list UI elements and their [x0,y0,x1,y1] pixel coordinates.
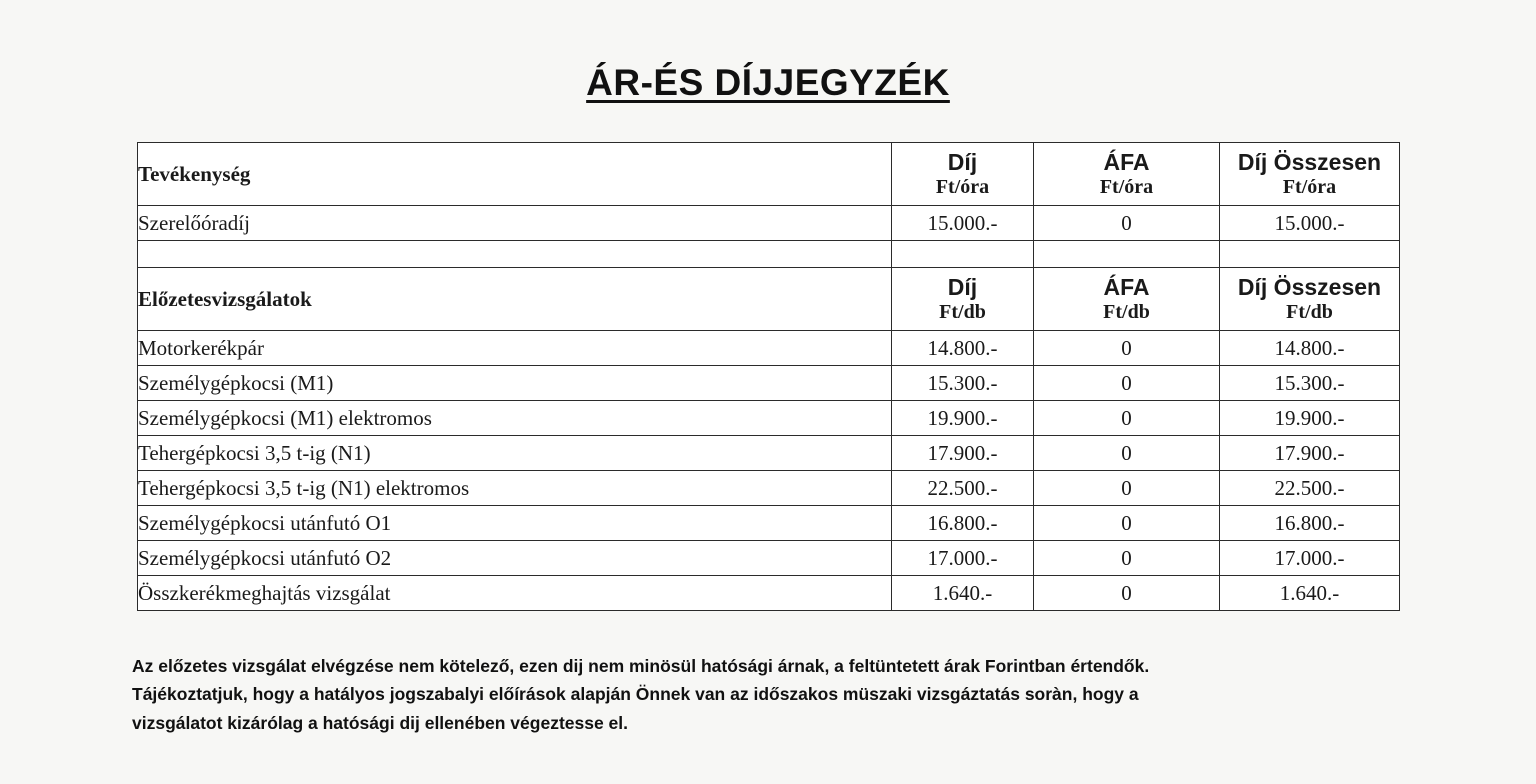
header-vat-inspection [1034,268,1220,331]
row-vat: 0 [1034,506,1220,541]
row-label: Személygépkocsi utánfutó O2 [138,541,892,576]
header-fee-service-unit: Ft/óra [935,175,990,198]
row-label: Tehergépkocsi 3,5 t-ig (N1) elektromos [138,471,892,506]
row-vat: 0 [1034,206,1220,241]
row-vat: 0 [1034,541,1220,576]
row-fee: 17.000.- [892,541,1034,576]
row-vat: 0 [1034,401,1220,436]
table-row [138,541,1400,576]
row-fee: 16.800.- [892,506,1034,541]
row-label: Tehergépkocsi 3,5 t-ig (N1) [138,436,892,471]
header-vat-service [1034,143,1220,206]
row-total: 19.900.- [1220,401,1400,436]
table-header-service [138,143,1400,206]
row-total: 14.800.- [1220,331,1400,366]
row-total: 22.500.- [1220,471,1400,506]
table-row [138,436,1400,471]
row-vat: 0 [1034,576,1220,611]
header-vat-service-unit: Ft/óra [1099,175,1154,198]
table-header-inspection [138,268,1400,331]
header-activity-inspection: Előzetesvizsgálatok [138,268,892,331]
note-line-2: Tájékoztatjuk, hogy a hatályos jogszabalyi előírások alapján Önnek van az időszakos müszaki vizsgáztatás soràn, hogy a [132,684,1139,705]
row-total: 16.800.- [1220,506,1400,541]
row-total: 17.000.- [1220,541,1400,576]
header-total-inspection [1220,268,1400,331]
table-row [138,576,1400,611]
header-fee-service [892,143,1034,206]
table-row [138,331,1400,366]
header-total-service [1220,143,1400,206]
header-vat-inspection-unit: Ft/db [1103,300,1150,323]
table-row [138,506,1400,541]
header-activity-service: Tevékenység [138,143,892,206]
row-vat: 0 [1034,471,1220,506]
row-total: 1.640.- [1220,576,1400,611]
row-vat: 0 [1034,366,1220,401]
table-row [138,401,1400,436]
row-fee: 15.300.- [892,366,1034,401]
row-fee: 15.000.- [892,206,1034,241]
header-total-service-unit: Ft/óra [1282,175,1337,198]
row-total: 15.000.- [1220,206,1400,241]
spacer-cell-activity [138,241,892,268]
spacer-cell-vat [1034,241,1220,268]
row-label: Személygépkocsi (M1) [138,366,892,401]
price-table-container [137,142,1399,611]
row-vat: 0 [1034,436,1220,471]
row-label: Összkerékmeghajtás vizsgálat [138,576,892,611]
row-label: Személygépkocsi utánfutó O1 [138,506,892,541]
header-vat-inspection-label: ÁFA [1103,274,1150,301]
row-vat: 0 [1034,331,1220,366]
header-vat-service-label: ÁFA [1103,149,1150,176]
footer-notes [132,652,1422,737]
row-fee: 14.800.- [892,331,1034,366]
header-total-service-label: Díj Összesen [1237,149,1382,176]
row-label: Szerelőóradíj [138,206,892,241]
note-line-1: Az előzetes vizsgálat elvégzése nem kötelező, ezen dij nem minösül hatósági árnak, a feltüntetett árak Forintban értendők. [132,656,1150,676]
header-total-inspection-unit: Ft/db [1286,300,1333,323]
price-table [137,142,1400,611]
table-row [138,206,1400,241]
page-title: ÁR-ÉS DÍJJEGYZÉK [586,62,950,103]
table-row [138,366,1400,401]
table-spacer-row [138,241,1400,268]
row-fee: 22.500.- [892,471,1034,506]
header-fee-inspection-unit: Ft/db [939,300,986,323]
spacer-cell-fee [892,241,1034,268]
row-label: Személygépkocsi (M1) elektromos [138,401,892,436]
row-total: 15.300.- [1220,366,1400,401]
row-total: 17.900.- [1220,436,1400,471]
table-row [138,471,1400,506]
row-fee: 17.900.- [892,436,1034,471]
row-fee: 19.900.- [892,401,1034,436]
header-fee-inspection [892,268,1034,331]
header-fee-inspection-label: Díj [947,274,978,301]
header-total-inspection-label: Díj Összesen [1237,274,1382,301]
row-label: Motorkerékpár [138,331,892,366]
spacer-cell-total [1220,241,1400,268]
header-fee-service-label: Díj [947,149,978,176]
note-line-3: vizsgálatot kizárólag a hatósági dij ellenében végeztesse el. [132,712,629,733]
row-fee: 1.640.- [892,576,1034,611]
